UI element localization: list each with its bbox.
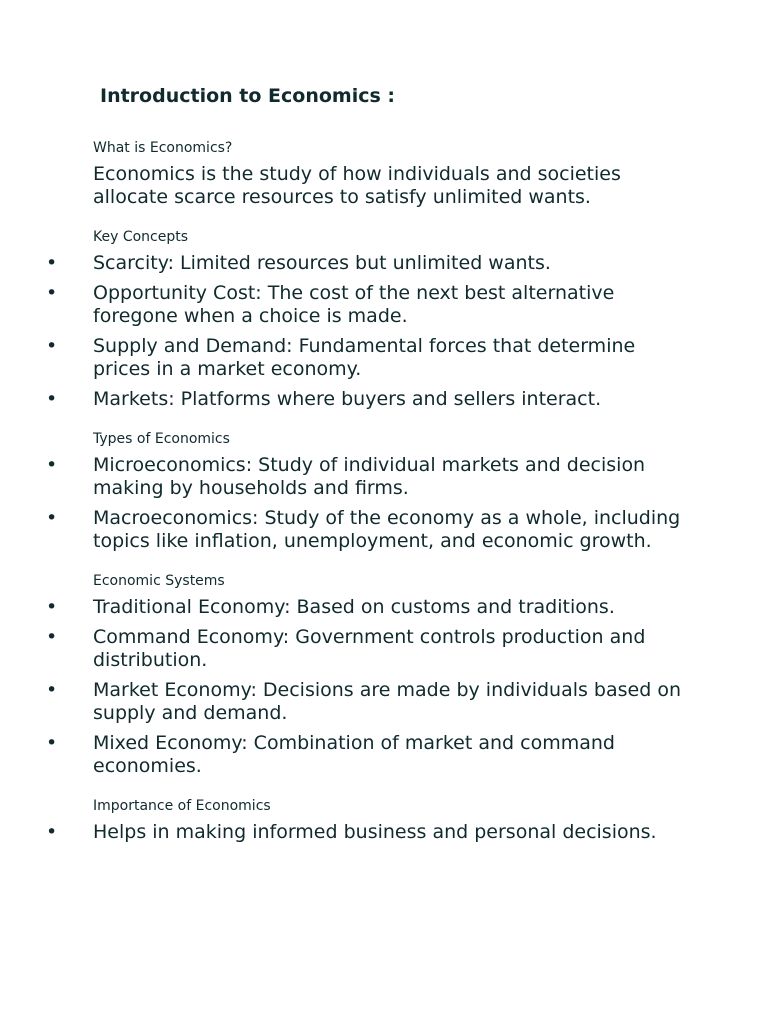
bullet-list	[0, 821, 768, 844]
list-item	[0, 507, 693, 553]
list-item-text: Markets: Platforms where buyers and sellers interact.	[93, 388, 602, 410]
list-item-text: Traditional Economy: Based on customs and traditions.	[93, 596, 615, 618]
list-item	[0, 252, 693, 275]
list-item	[0, 732, 693, 778]
list-item	[0, 388, 693, 411]
bullet-icon: •	[46, 821, 58, 843]
section-what-is-economics	[0, 140, 768, 209]
list-item-text: Command Economy: Government controls production and distribution.	[93, 626, 646, 671]
bullet-icon: •	[46, 252, 58, 274]
section-types-of-economics	[0, 431, 768, 553]
list-item-text: Scarcity: Limited resources but unlimited wants.	[93, 252, 551, 274]
section-heading: Importance of Economics	[93, 798, 271, 814]
list-item	[0, 679, 693, 725]
list-item-text: Market Economy: Decisions are made by individuals based on supply and demand.	[93, 679, 681, 724]
bullet-icon: •	[46, 388, 58, 410]
bullet-icon: •	[46, 679, 58, 701]
bullet-list	[0, 596, 768, 778]
document-body	[0, 140, 768, 864]
bullet-list	[0, 454, 768, 553]
list-item	[0, 626, 693, 672]
list-item	[0, 335, 693, 381]
section-paragraph: Economics is the study of how individuals and societies allocate scarce resources to satisfy unlimited wants.	[93, 163, 621, 208]
list-item-text: Supply and Demand: Fundamental forces that determine prices in a market economy.	[93, 335, 636, 380]
section-heading: What is Economics?	[93, 140, 233, 156]
list-item-text: Opportunity Cost: The cost of the next best alternative foregone when a choice is made.	[93, 282, 615, 327]
bullet-icon: •	[46, 454, 58, 476]
document-title: Introduction to Economics :	[100, 85, 396, 107]
section-economic-systems	[0, 573, 768, 778]
list-item-text: Microeconomics: Study of individual markets and decision making by households and firms.	[93, 454, 646, 499]
bullet-icon: •	[46, 626, 58, 648]
bullet-icon: •	[46, 507, 58, 529]
bullet-icon: •	[46, 596, 58, 618]
bullet-icon: •	[46, 282, 58, 304]
list-item	[0, 821, 693, 844]
section-heading: Types of Economics	[93, 431, 230, 447]
list-item	[0, 596, 693, 619]
bullet-icon: •	[46, 335, 58, 357]
bullet-icon: •	[46, 732, 58, 754]
list-item-text: Helps in making informed business and personal decisions.	[93, 821, 657, 843]
list-item	[0, 282, 693, 328]
section-heading: Key Concepts	[93, 229, 189, 245]
list-item-text: Macroeconomics: Study of the economy as a whole, including topics like inflation, unemployment, and economic growth.	[93, 507, 681, 552]
bullet-list	[0, 252, 768, 411]
section-heading: Economic Systems	[93, 573, 225, 589]
list-item	[0, 454, 693, 500]
section-importance-of-economics	[0, 798, 768, 844]
list-item-text: Mixed Economy: Combination of market and command economies.	[93, 732, 615, 777]
section-key-concepts	[0, 229, 768, 411]
